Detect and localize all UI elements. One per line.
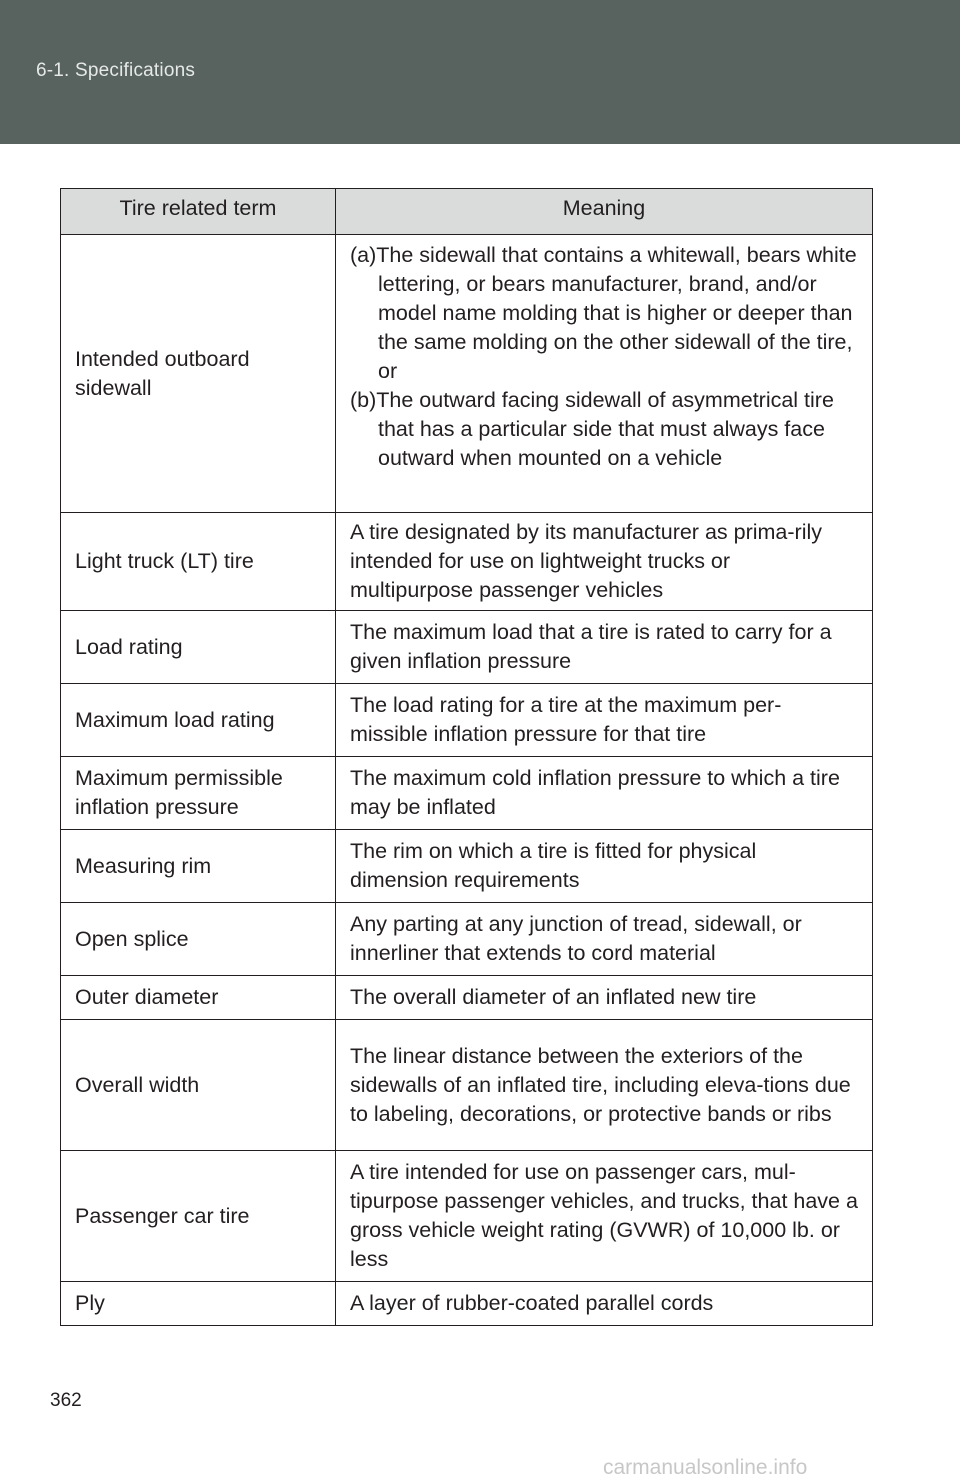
meaning-cell <box>336 235 873 513</box>
term-cell: Light truck (LT) tire <box>61 513 336 611</box>
table-row <box>61 1282 873 1326</box>
term-cell: Measuring rim <box>61 830 336 903</box>
table-row <box>61 976 873 1020</box>
meaning-cell: The linear distance between the exteriors of the sidewalls of an inflated tire, including eleva-tions due to labeling, decorations, or protective bands or ribs <box>336 1020 873 1151</box>
table-row <box>61 684 873 757</box>
term-cell: Open splice <box>61 903 336 976</box>
meaning-cell: The maximum cold inflation pressure to which a tire may be inflated <box>336 757 873 830</box>
page-number: 362 <box>50 1390 82 1411</box>
term-cell: Outer diameter <box>61 976 336 1020</box>
term-cell: Maximum permissible inflation pressure <box>61 757 336 830</box>
meaning-item-a: (a)The sidewall that contains a whitewall, bears white lettering, or bears manufacturer, brand, and/or model name molding that is higher or deeper than the same molding on the other sidewall of the tire, or <box>350 243 857 383</box>
watermark: carmanualsonline.info <box>603 1456 808 1479</box>
page-header-band <box>0 0 960 144</box>
term-cell: Maximum load rating <box>61 684 336 757</box>
tire-terms-table <box>60 188 873 1326</box>
column-header-meaning: Meaning <box>336 189 873 235</box>
meaning-cell: The rim on which a tire is fitted for physical dimension requirements <box>336 830 873 903</box>
meaning-cell: A tire designated by its manufacturer as prima-rily intended for use on lightweight trucks or multipurpose passenger vehicles <box>336 513 873 611</box>
meaning-item-b: (b)The outward facing sidewall of asymmetrical tire that has a particular side that must always face outward when mounted on a vehicle <box>350 388 834 470</box>
term-cell: Load rating <box>61 611 336 684</box>
term-cell: Passenger car tire <box>61 1151 336 1282</box>
meaning-cell: Any parting at any junction of tread, sidewall, or innerliner that extends to cord material <box>336 903 873 976</box>
column-header-term: Tire related term <box>61 189 336 235</box>
table-header-row <box>61 189 873 235</box>
table-row <box>61 903 873 976</box>
table-row <box>61 1151 873 1282</box>
meaning-cell: The load rating for a tire at the maximum per-missible inflation pressure for that tire <box>336 684 873 757</box>
table-row <box>61 513 873 611</box>
meaning-cell: A tire intended for use on passenger cars, mul-tipurpose passenger vehicles, and trucks, that have a gross vehicle weight rating (GVWR) of 10,000 lb. or less <box>336 1151 873 1282</box>
term-cell: Ply <box>61 1282 336 1326</box>
meaning-cell: The overall diameter of an inflated new tire <box>336 976 873 1020</box>
table-row <box>61 1020 873 1151</box>
table-row <box>61 235 873 513</box>
term-cell: Intended outboard sidewall <box>61 235 336 513</box>
table-row <box>61 830 873 903</box>
meaning-cell: The maximum load that a tire is rated to carry for a given inflation pressure <box>336 611 873 684</box>
table-row <box>61 611 873 684</box>
meaning-cell: A layer of rubber-coated parallel cords <box>336 1282 873 1326</box>
term-cell: Overall width <box>61 1020 336 1151</box>
section-title: 6-1. Specifications <box>36 60 196 81</box>
table-row <box>61 757 873 830</box>
